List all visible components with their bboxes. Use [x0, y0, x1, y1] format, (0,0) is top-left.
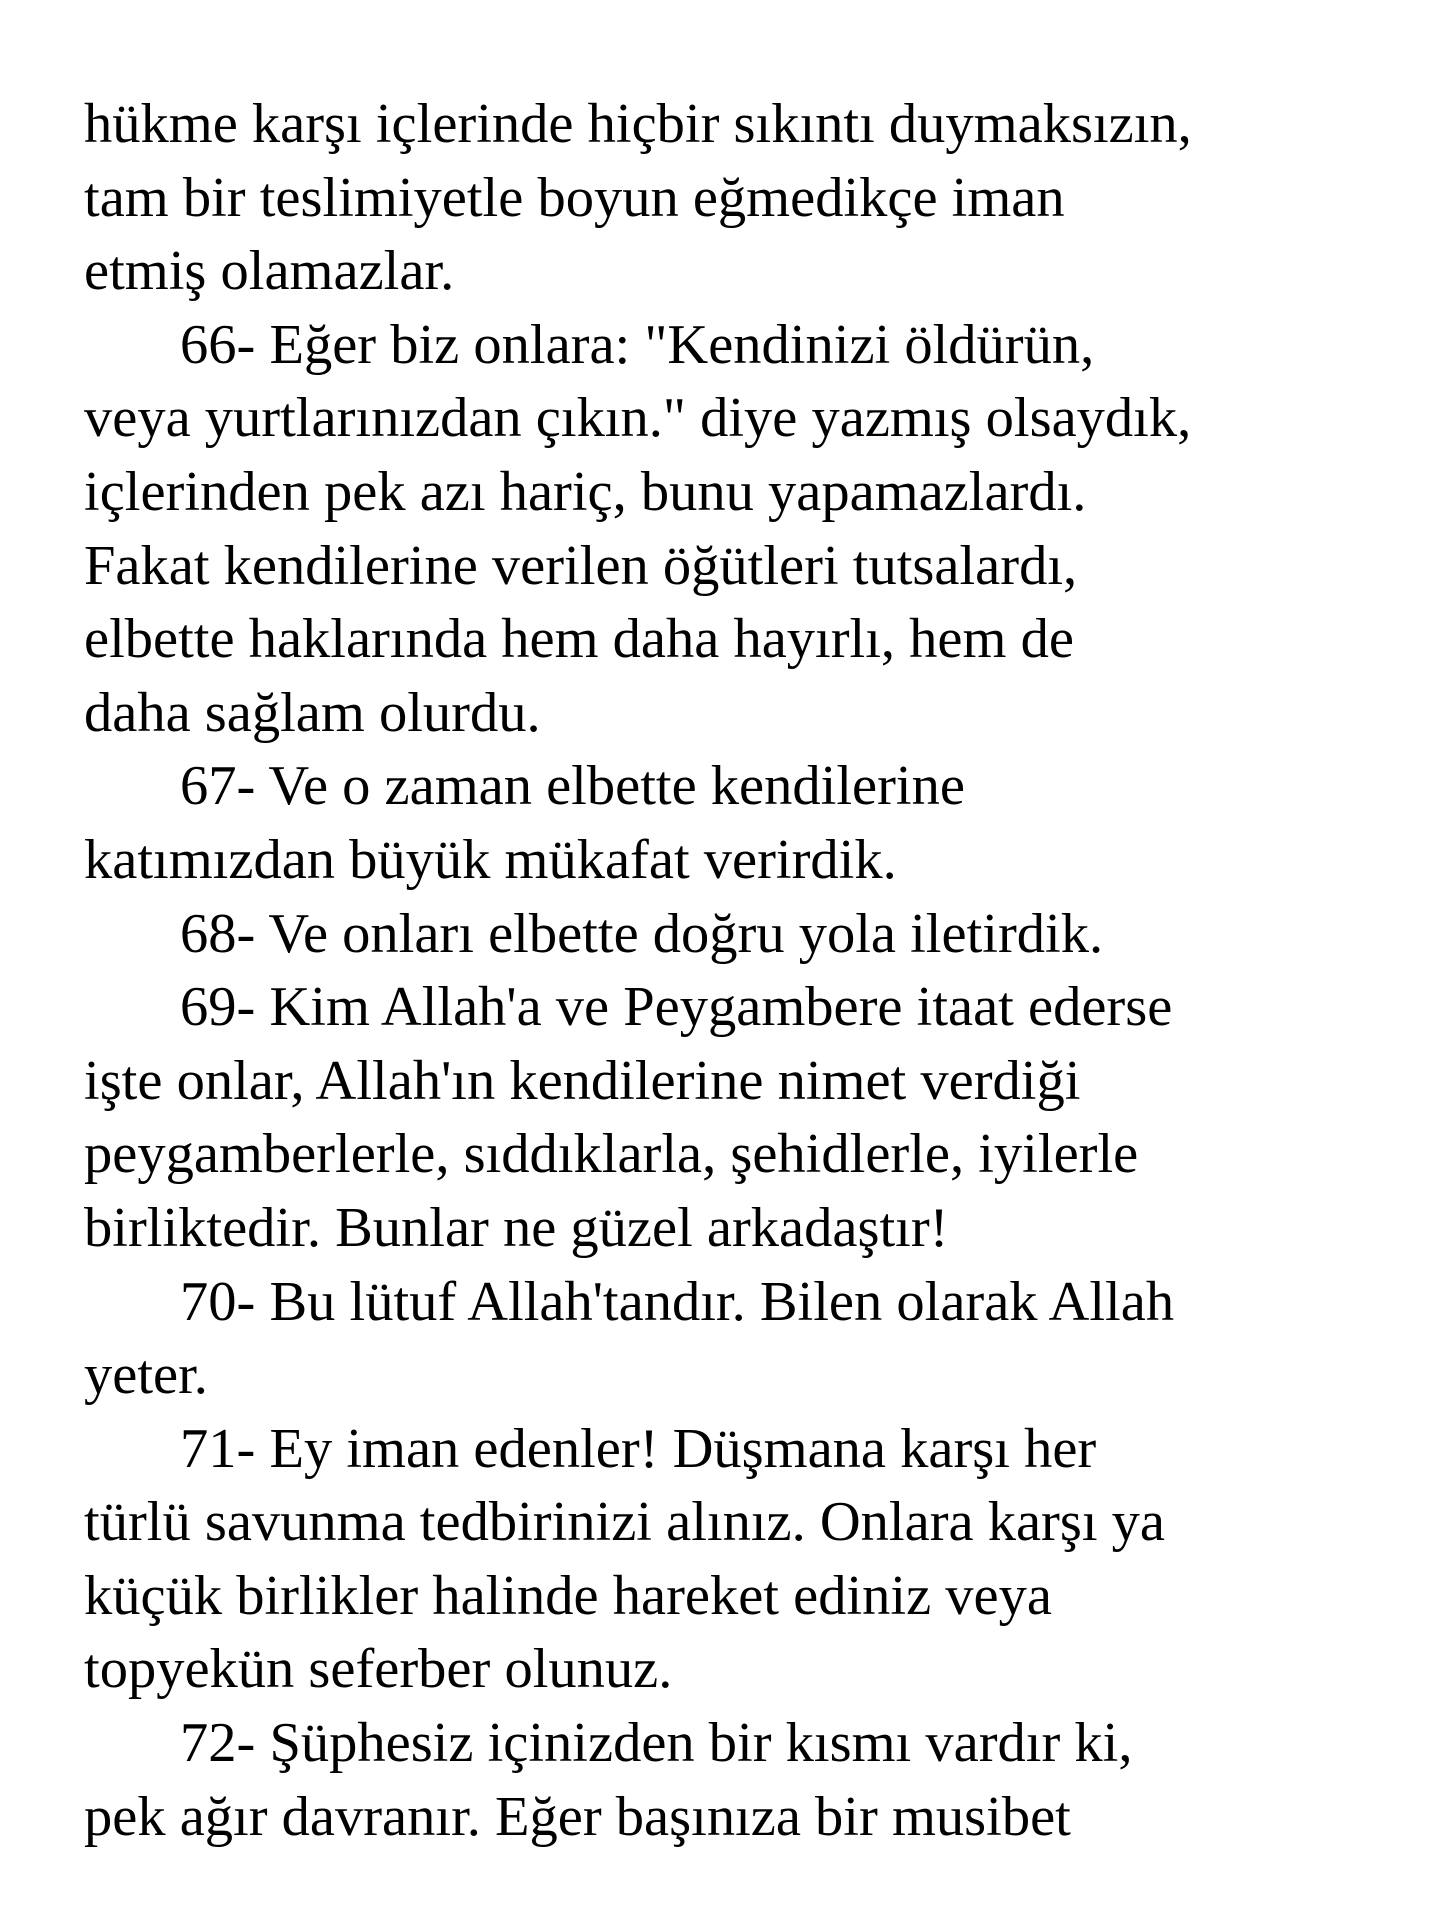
verse-68-start: 68- Ve onları elbette doğru yola iletirdik.	[180, 902, 1104, 965]
text-line: Fakat kendilerine verilen öğütleri tutsalardı,	[84, 534, 1078, 597]
text-line: veya yurtlarınızdan çıkın." diye yazmış olsaydık,	[84, 387, 1192, 450]
text-line: hükme karşı içlerinde hiçbir sıkıntı duymaksızın,	[84, 93, 1192, 155]
text-line: elbette haklarında hem daha hayırlı, hem de	[84, 608, 1074, 671]
text-line: tam bir teslimiyetle boyun eğmedikçe iman	[84, 166, 1065, 229]
text-line: daha sağlam olurdu.	[84, 681, 541, 744]
verse-67-start: 67- Ve o zaman elbette kendilerine	[180, 755, 965, 818]
document-page	[84, 88, 1384, 1854]
text-line: küçük birlikler halinde hareket ediniz veya	[84, 1564, 1052, 1627]
text-line: yeter.	[84, 1344, 208, 1407]
verse-71-start: 71- Ey iman edenler! Düşmana karşı her	[180, 1417, 1097, 1480]
text-line: içlerinden pek azı hariç, bunu yapamazlardı.	[84, 460, 1087, 523]
text-line: etmiş olamazlar.	[84, 240, 455, 303]
verse-66-start: 66- Eğer biz onlara: "Kendinizi öldürün,	[180, 313, 1095, 376]
verse-70-start: 70- Bu lütuf Allah'tandır. Bilen olarak Allah	[180, 1270, 1175, 1333]
text-line: katımızdan büyük mükafat verirdik.	[84, 828, 897, 891]
text-line: birliktedir. Bunlar ne güzel arkadaştır!	[84, 1196, 949, 1259]
text-line: peygamberlerle, sıddıklarla, şehidlerle, iyilerle	[84, 1123, 1139, 1186]
text-line: pek ağır davranır. Eğer başınıza bir musibet	[84, 1785, 1071, 1848]
text-line: işte onlar, Allah'ın kendilerine nimet verdiği	[84, 1049, 1081, 1112]
text-line: topyekün seferber olunuz.	[84, 1638, 673, 1701]
text-line: türlü savunma tedbirinizi alınız. Onlara karşı ya	[84, 1491, 1166, 1554]
verse-72-start: 72- Şüphesiz içinizden bir kısmı vardır ki,	[180, 1712, 1133, 1775]
verse-69-start: 69- Kim Allah'a ve Peygambere itaat ederse	[180, 976, 1173, 1039]
